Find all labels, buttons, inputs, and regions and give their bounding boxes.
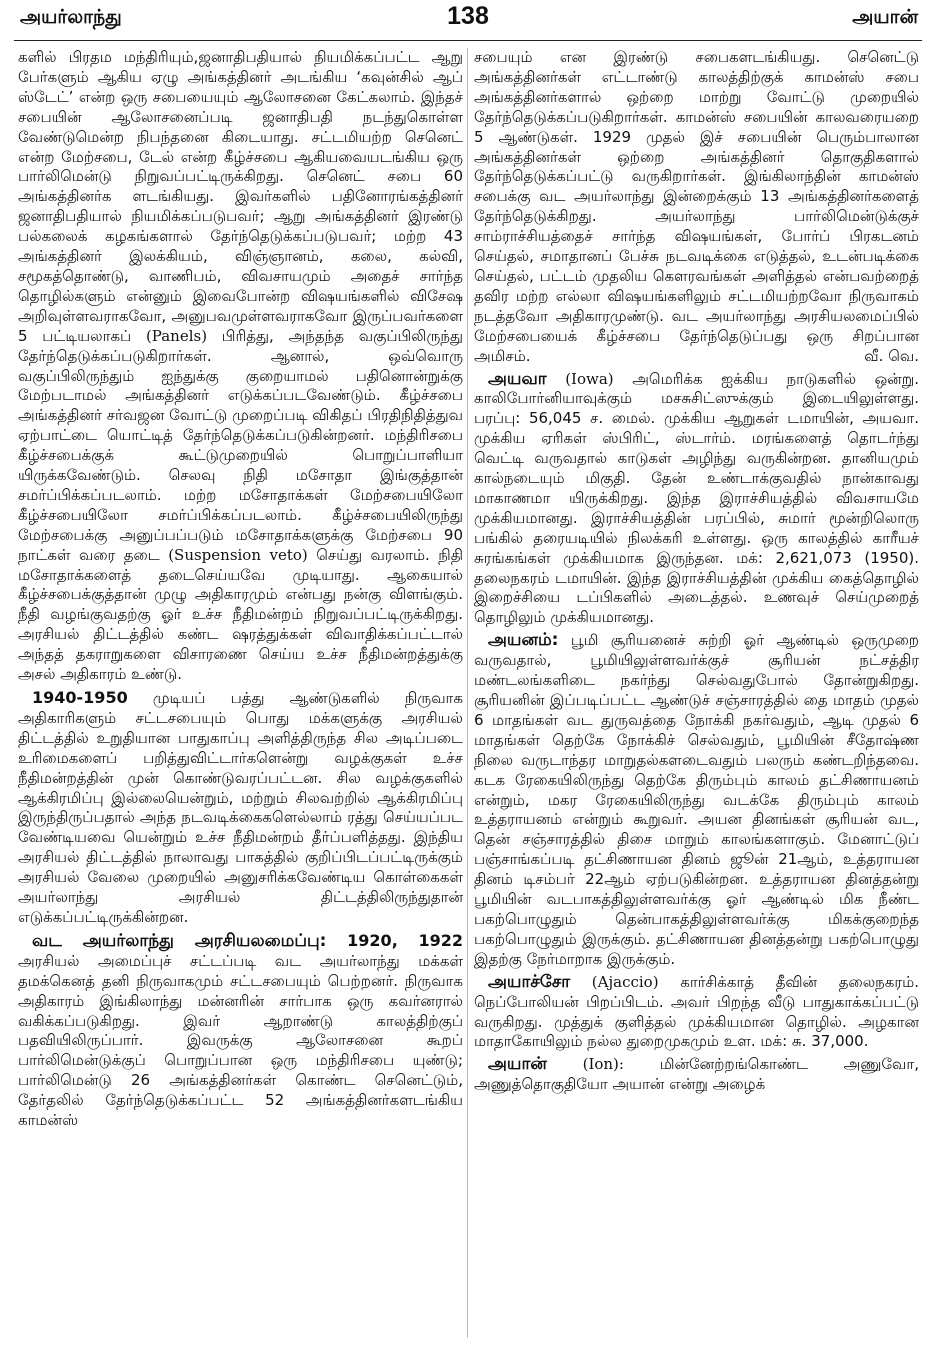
years-lead: 1940-1950 [32,688,128,707]
paragraph-constitution: களில் பிரதம மந்திரியும்,ஜனாதிபதியால் நியமிக்கப்பட்ட ஆறு பேர்களும் ஆகிய ஏழு அங்கத்தினர் அடங்கிய ‘கவுன்சில் ஆப் ஸ்டேட்’ என்ற ஒரு சபையையும் ஆலோசனை கேட்கலாம். இந்தச் சபையின் ஆலோசனைப்படி ஜனாதிபதி நடந்துகொள்ள வேண்டுமென்ற நிபந்தனை கிடையாது. சட்டமியற்ற செனெட் என்ற மேற்சபை, டேல் என்ற கீழ்ச்சபை ஆகியவையடங்கிய ஒரு பார்லிமென்டு நிறுவப்பட்டிருக்கிறது. செனெட் சபை 60 அங்கத்தினர்க ளடங்கியது. இவர்களில் பதினோரங்கத்தினர் ஜனாதிபதியால் நியமிக்கப்படுபவர்; ஆறு அங்கத்தினர் இரண்டு பல்கலைக் கழகங்களால் தேர்ந்தெடுக்கப்படுபவர்; மற்ற 43 அங்கத்தினர் இலக்கியம், விஞ்ஞானம், கலை, கல்வி, சமூகத்தொண்டு, வாணிபம், விவசாயமும் அதைச் சார்ந்த தொழில்களும் என்னும் இவைபோன்ற விஷயங்களில் விசேஷ அறிவுள்ளவராகவோ, அனுபவமுள்ளவராகவோ இருப்பவர்களை 5 பட்டியலாகப் (Panels) பிரித்து, அந்தந்த வகுப்பிலிருந்து தேர்ந்தெடுக்கப்படுகிறார்கள். ஆனால், ஒவ்வொரு வகுப்பிலிருந்தும் ஐந்துக்கு குறையாமல் பதினொன்றுக்கு மேற்படாமல் அங்கத்தினர் எடுக்கப்படவேண்டும். கீழ்ச்சபை அங்கத்தினர் சர்வஜன வோட்டு முறைப்படி விகிதப் பிரதிநிதித்துவ ஏற்பாட்டை யொட்டித் தேர்ந்தெடுக்கப்படுகின்றனர். மந்திரிசபை கீழ்ச்சபைக்குக் கூட்டுமுறையில் பொறுப்பாளியா யிருக்கவேண்டும். செலவு நிதி மசோதா இங்குத்தான் சமர்ப்பிக்கப்படலாம். மற்ற மசோதாக்கள் மேற்சபையிலோ கீழ்ச்சபையிலோ சமர்ப்பிக்கப்படலாம். கீழ்ச்சபையிலிருந்து மேற்சபைக்கு அனுப்பப்படும் மசோதாக்களுக்கு மேற்சபை 90 நாட்கள் வரை தடை (Suspension veto) செய்து வரலாம். நிதி மசோதாக்களைத் தடைசெய்யவே முடியாது. ஆகையால் கீழ்ச்சபைக்குத்தான் முழு அதிகாரமும் என்பது நன்கு விளங்கும். நீதி வழங்குவதற்கு ஓர் உச்ச நீதிமன்றம் நிறுவப்பட்டிருக்கிறது. அரசியல் திட்டத்தில் கண்ட ஷரத்துக்கள் விவாதிக்கப்பட்டால் அந்தத் தகராறுகளை விசாரணை செய்ய உச்ச நீதிமன்றத்துக்கு அசல் அதிகாரம் உண்டு. [18,48,463,684]
author-initials: வீ. வெ. [864,346,919,365]
subheading-north-ireland: வட அயர்லாந்து அரசியலமைப்பு: [32,930,327,951]
entry-ayanam: அயனம்: பூமி சூரியனைச் சுற்றி ஓர் ஆண்டில் ஒருமுறை வருவதால், பூமியிலுள்ளவர்க்குச் சூரியன் நட்சத்திர மண்டலங்களிடை நகர்ந்து செல்வதுபோல் தோன்றுகிறது. சூரியனின் இப்படிப்பட்ட ஆண்டுச் சஞ்சாரத்தில் தை மாதம் முதல் 6 மாதங்கள் வட துருவத்தை நோக்கி நகர்வதும், ஆடி முதல் 6 மாதங்கள் தெற்கே நோக்கிச் செல்வதும், பூமியின் சீதோஷ்ண நிலை வருடாந்தர மாறுதல்களடைவதும் பலரும் கண்டறிந்தவை. கடக ரேகையிலிருந்து தெற்கே திரும்பும் காலம் தட்சிணாயனம் என்றும், மகர ரேகையிலிருந்து வடக்கே திரும்பும் காலம் உத்தராயனம் என்றும் கூறுவர். அயன தினங்கள் சூரியன் வட, தென் சஞ்சாரத்தில் திசை மாறும் காலங்களாகும். மேனாட்டுப் பஞ்சாங்கப்படி தட்சிணாயன தினம் ஜூன் 21ஆம், உத்தராயன தினம் டிசம்பர் 22ஆம் ஏற்படுகின்றன. உத்தராயன தினத்தன்று பூமியின் வடபாகத்திலுள்ளவர்க்கு ஓர் ஆண்டில் மிக நீண்ட பகற்பொழுதும் தென்பாகத்திலுள்ளவர்க்கு மிகக்குறைந்த பகற்பொழுதும் இருக்கும். தட்சிணாயன தினத்தன்று பகற்பொழுது இதற்கு நேர்மாறாக இருக்கும். [474,630,919,968]
entry-ion: அயான் (Ion): மின்னேற்றங்கொண்ட அணுவோ, அணுத்தொகுதியோ அயான் என்று அழைக் [474,1054,919,1094]
term-panels: (Panels) [145,326,208,345]
right-column [474,48,919,1344]
entry-head-ayanam: அயனம்: [488,630,559,651]
term-suspension-veto: (Suspension veto) [168,545,308,564]
running-head-right: அயான் [852,6,918,28]
page-number: 138 [447,2,489,30]
entry-iowa: அயவா (Iowa) அமெரிக்க ஐக்கிய நாடுகளில் ஒன்று. காலிபோர்னியாவுக்கும் மசசுசிட்ஸுக்கும் இடையிலுள்ளது. பரப்பு: 56,045 ச. மைல். முக்கிய ஆறுகள் டமாயின், அயவா. முக்கிய ஏரிகள் ஸ்பிரிட், ஸ்டார்ம். மரங்களைத் தொடர்ந்து வெட்டி வருவதால் காடுகள் அழிந்து வருகின்றன. தானியமும் கால்நடையும் மிகுதி. தேன் உண்டாக்குவதில் நான்காவது மாகாணமா யிருக்கிறது. இந்த இராச்சியத்தில் விவசாயமே முக்கியமானது. இராச்சியத்தின் பரப்பில், சுமார் மூன்றிலொரு பங்கில் தரையடியில் நிலக்கரி உள்ளது. ஒரு காலத்தில் காரீயச் சுரங்கங்கள் முக்கியமாக இருந்தன. மக்: 2,621,073 (1950). தலைநகரம் டமாயின். இந்த இராச்சியத்தின் முக்கிய கைத்தொழில் இறைச்சியை டப்பிகளில் அடைத்தல். உணவுச் செய்முறைத் தொழிலும் முக்கியமானது. [474,368,919,627]
paragraph-court-cases: 1940-1950 முடியப் பத்து ஆண்டுகளில் நிருவாக அதிகாரிகளும் சட்டசபையும் பொது மக்களுக்கு அரசியல் திட்டத்தில் உறுதியான பாதுகாப்பு அளித்திருந்த சில அடிப்படை உரிமைகளைப் பறித்துவிட்டார்களென்று வழக்குகள் உச்ச நீதிமன்றத்தின் முன் கொண்டுவரப்பட்டன. சில வழக்குகளில் ஆக்கிரமிப்பு இல்லையென்றும், மற்றும் சிலவற்றில் ஆக்கிரமிப்பு இருந்திருப்பதால் அந்த நடவடிக்கைகளெல்லாம் ரத்து செய்யப்பட வேண்டியவை யென்றும் உச்ச நீதிமன்றம் தீர்ப்பளித்தது. இந்திய அரசியல் திட்டத்தில் நாலாவது பாகத்தில் குறிப்பிடப்பட்டிருக்கும் அரசியல் வேலை முறையில் அனுசரிக்கவேண்டிய கொள்கைகள் அயர்லாந்து அரசியல் திட்டத்திலிருந்துதான் எடுக்கப்பட்டிருக்கின்றன. [18,688,463,926]
left-column [18,48,463,1344]
paragraph-commons: சபையும் என இரண்டு சபைகளடங்கியது. செனெட்டு அங்கத்தினர்கள் எட்டாண்டு காலத்திற்குக் காமன்ஸ் சபை அங்கத்தினர்களால் ஒற்றை மாற்று வோட்டு முறையில் தேர்ந்தெடுக்கப்படுகிறார்கள். காமன்ஸ் சபையின் காலவரையறை 5 ஆண்டுகள். 1929 முதல் இச் சபையின் பெரும்பாலான அங்கத்தினர்கள் ஒற்றை அங்கத்தினர் தொகுதிகளால் தேர்ந்தெடுக்கப்பட்டு வருகிறார்கள். இங்கிலாந்தின் காமன்ஸ் சபைக்கு வட அயர்லாந்து இன்றைக்கும் 13 அங்கத்தினர்களைத் தேர்ந்தெடுக்கிறது. அயர்லாந்து பார்லிமென்டுக்குச் சாம்ராச்சியத்தைச் சார்ந்த விஷயங்கள், போர்ப் பிரகடனம் செய்தல், சமாதானப் பேச்சு நடவடிக்கை எடுத்தல், உடன்படிக்கை செய்தல், பட்டம் முதலிய கௌரவங்கள் அளித்தல் என்பவற்றைத் தவிர மற்ற எல்லா விஷயங்களிலும் சட்டமியற்றவோ நிருவாகம் நடத்தவோ அதிகாரமுண்டு. வட அயர்லாந்து அரசியலமைப்பில் மேற்சபையைக் கீழ்ச்சபை தேர்ந்தெடுப்பது ஒரு சிறப்பான அமிசம். வீ. வெ. [474,48,919,365]
entry-ajaccio: அயாச்சோ (Ajaccio) கார்சிக்காத் தீவின் தலைநகரம். நெப்போலியன் பிறப்பிடம். அவர் பிறந்த வீடு பாதுகாக்கப்பட்டு வருகிறது. முத்துக் குளித்தல் முக்கியமான தொழில். அழகான மாதாகோயிலும் நல்ல துறைமுகமும் உள. மக்: சு. 37,000. [474,971,919,1051]
entry-head-ajaccio: அயாச்சோ [488,971,571,992]
column-divider [467,48,468,1338]
header-rule [14,40,922,41]
years-north-ireland: 1920, 1922 [326,930,463,950]
paragraph-north-ireland: வட அயர்லாந்து அரசியலமைப்பு: 1920, 1922 அரசியல் அமைப்புச் சட்டப்படி வட அயர்லாந்து மக்கள் தமக்கெனத் தனி நிருவாகமும் சட்டசபையும் பெற்றனர். நிருவாக அதிகாரம் இங்கிலாந்து மன்னரின் சார்பாக ஒரு கவர்னரால் வகிக்கப்படுகிறது. இவர் ஆறாண்டு காலத்திற்குப் பதவியிலிருப்பார். இவருக்கு ஆலோசனை கூறப் பார்லிமென்டுக்குப் பொறுப்பான ஒரு மந்திரிசபை யுண்டு; பார்லிமென்டு 26 அங்கத்தினர்கள் கொண்ட செனெட்டும், தேர்தலில் தேர்ந்தெடுக்கப்பட்ட 52 அங்கத்தினர்களடங்கிய காமன்ஸ் [18,930,463,1130]
entry-head-iowa: அயவா [488,368,547,389]
running-head-left: அயர்லாந்து [20,6,122,28]
entry-head-ion: அயான் [488,1054,547,1075]
